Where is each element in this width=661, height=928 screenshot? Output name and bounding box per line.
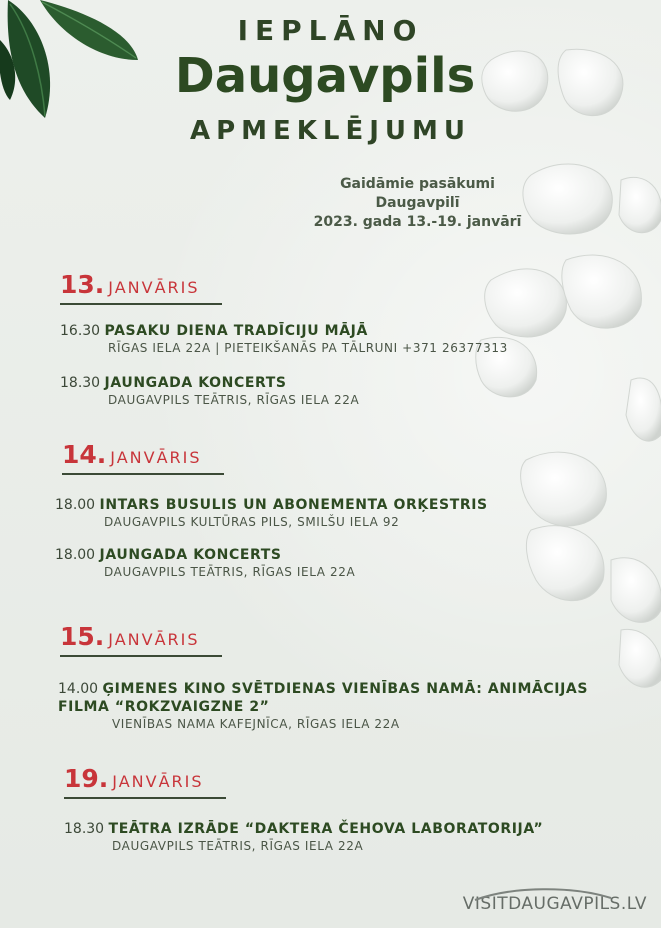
event-place: VIENĪBAS NAMA KAFEJNĪCA, RĪGAS IELA 22A	[112, 717, 400, 731]
event-title: TEĀTRA IZRĀDE “DAKTERA ČEHOVA LABORATORIJA”	[108, 821, 544, 837]
day-divider	[62, 473, 224, 475]
day-heading-14	[62, 440, 224, 475]
event-title: INTARS BUSULIS UN ABONEMENTA ORĶESTRIS	[99, 497, 488, 513]
event-item	[60, 322, 508, 356]
event-time: 18.00	[55, 547, 96, 563]
event-title-continued: FILMA “ROKZVAIGZNE 2”	[58, 699, 270, 715]
day-divider	[64, 797, 226, 799]
event-place: DAUGAVPILS TEĀTRIS, RĪGAS IELA 22A	[104, 565, 356, 579]
event-item	[64, 820, 543, 854]
event-item	[58, 680, 588, 732]
day-month: JANVĀRIS	[112, 772, 204, 791]
footer-logo	[463, 894, 647, 914]
event-time: 16.30	[60, 323, 101, 339]
day-month: JANVĀRIS	[108, 278, 200, 297]
event-item	[55, 546, 355, 580]
event-title: ĢIMENES KINO SVĒTDIENAS VIENĪBAS NAMĀ: ANIMĀCIJAS	[102, 681, 589, 697]
event-item	[60, 374, 359, 408]
event-place: DAUGAVPILS TEĀTRIS, RĪGAS IELA 22A	[108, 393, 360, 407]
day-divider	[60, 303, 222, 305]
title-main: Daugavpils	[174, 48, 476, 104]
day-heading-15	[60, 622, 222, 657]
title-top: IEPLĀNO	[237, 14, 424, 47]
event-title: JAUNGADA KONCERTS	[99, 547, 282, 563]
day-number: 15.	[60, 622, 105, 651]
day-month: JANVĀRIS	[108, 630, 200, 649]
event-time: 18.30	[60, 375, 101, 391]
event-time: 18.00	[55, 497, 96, 513]
event-time: 14.00	[58, 681, 99, 697]
footer-logo-text: VISITDAUGAVPILS.LV	[462, 894, 647, 914]
event-item	[55, 496, 488, 530]
day-divider	[60, 655, 222, 657]
title-sub: APMEKLĒJUMU	[189, 116, 472, 146]
day-heading-19	[64, 764, 226, 799]
swoosh-icon	[473, 888, 613, 902]
day-number: 14.	[62, 440, 107, 469]
event-place: DAUGAVPILS KULTŪRAS PILS, SMILŠU IELA 92	[104, 515, 400, 529]
event-place: DAUGAVPILS TEĀTRIS, RĪGAS IELA 22A	[112, 839, 364, 853]
intro-text	[300, 175, 535, 232]
day-month: JANVĀRIS	[110, 448, 202, 467]
day-heading-13	[60, 270, 222, 305]
event-place: RĪGAS IELA 22A | PIETEIKŠANĀS PA TĀLRUNI +371 26377313	[108, 341, 508, 355]
event-time: 18.30	[64, 821, 105, 837]
intro-line-1: Gaidāmie pasākumi	[340, 176, 495, 192]
day-number: 19.	[64, 764, 109, 793]
event-title: PASAKU DIENA TRADĪCIJU MĀJĀ	[104, 323, 368, 339]
intro-line-3: 2023. gada 13.-19. janvārī	[313, 214, 522, 230]
day-number: 13.	[60, 270, 105, 299]
event-title: JAUNGADA KONCERTS	[104, 375, 287, 391]
intro-line-2: Daugavpilī	[375, 195, 460, 211]
